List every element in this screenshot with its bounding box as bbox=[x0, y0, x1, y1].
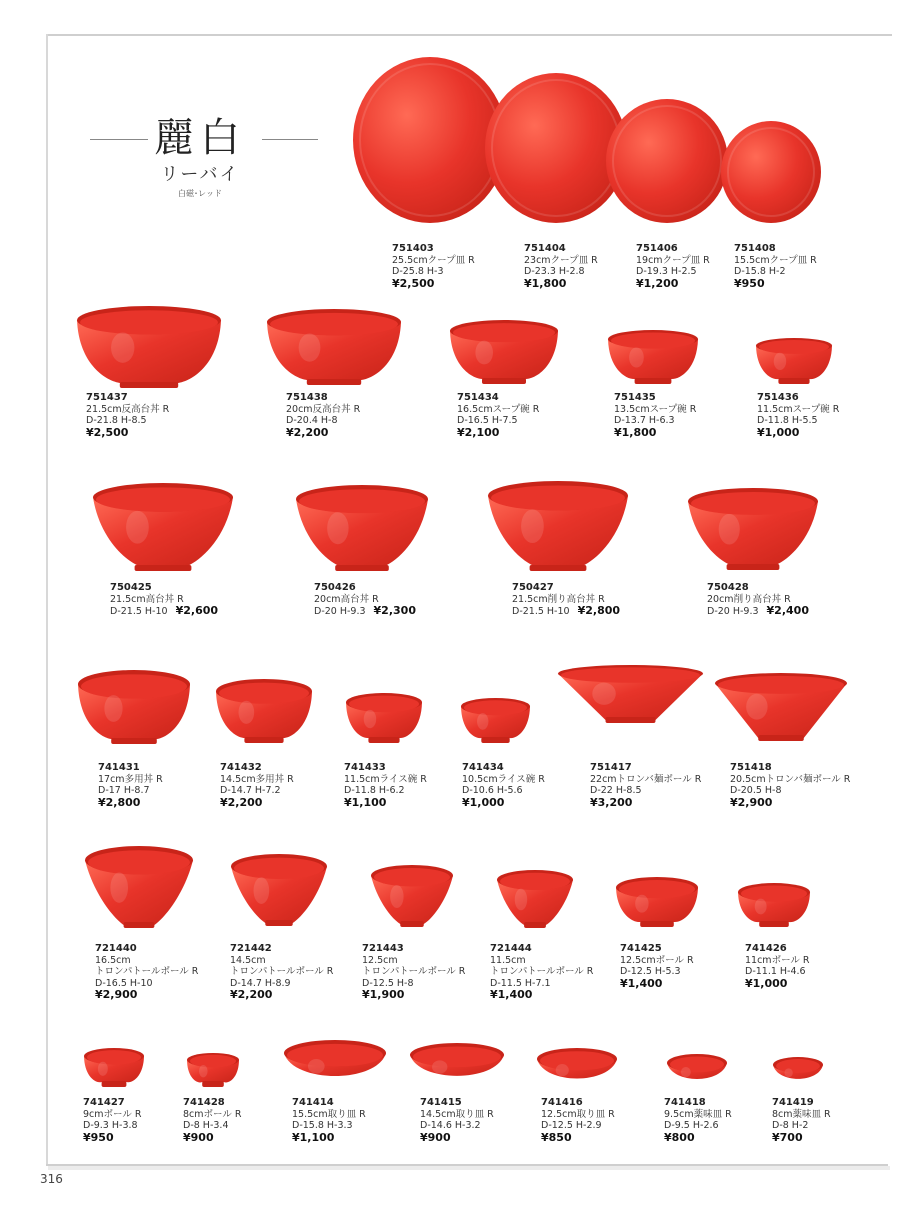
product-dims: D-22 H-8.5 bbox=[590, 785, 642, 796]
product-dims: D-25.8 H-3 bbox=[392, 266, 444, 277]
product-price: ¥1,100 bbox=[292, 1130, 335, 1144]
product-code: 751438 bbox=[286, 392, 328, 403]
product-code: 751406 bbox=[636, 243, 678, 254]
product-price: ¥2,500 bbox=[86, 425, 129, 439]
product-info bbox=[286, 392, 360, 438]
product-info bbox=[314, 582, 416, 618]
product-info bbox=[541, 1097, 615, 1143]
product-image bbox=[755, 337, 833, 385]
product-info bbox=[772, 1097, 831, 1143]
product-price: ¥2,800 bbox=[98, 795, 141, 809]
product-name: 17cm多用丼 R bbox=[98, 773, 163, 785]
product-name: 20.5cmトロンバ麺ボール R bbox=[730, 773, 851, 785]
product-dims: D-15.8 H-2 bbox=[734, 266, 786, 277]
product-info bbox=[230, 943, 333, 1001]
product-dims: D-11.1 H-4.6 bbox=[745, 966, 806, 977]
product-code: 750426 bbox=[314, 582, 356, 593]
product-dims: D-8 H-3.4 bbox=[183, 1120, 229, 1131]
product-price: ¥2,800 bbox=[577, 604, 621, 617]
product-code: 741416 bbox=[541, 1097, 583, 1108]
frame-top-border bbox=[46, 34, 892, 36]
product-image bbox=[283, 1039, 387, 1086]
product-dims: D-11.5 H-7.1 bbox=[490, 977, 551, 989]
product-image bbox=[687, 487, 819, 571]
product-dims: D-12.5 H-5.3 bbox=[620, 966, 681, 977]
product-image bbox=[230, 853, 328, 927]
product-price: ¥1,000 bbox=[745, 976, 788, 990]
product-dims-price-row bbox=[110, 605, 218, 618]
product-name: 22cmトロンバ麺ボール R bbox=[590, 773, 702, 785]
product-price: ¥2,900 bbox=[730, 795, 773, 809]
product-dims: D-21.5 H-10 bbox=[512, 606, 570, 617]
frame-left-border bbox=[46, 34, 48, 1166]
product-name: 11cmボール R bbox=[745, 954, 810, 966]
product-dims-price-row bbox=[314, 605, 416, 618]
product-name: 9cmボール R bbox=[83, 1108, 142, 1120]
product-info bbox=[757, 392, 839, 438]
product-dims: D-10.6 H-5.6 bbox=[462, 785, 523, 796]
product-name: 16.5cmスープ碗 R bbox=[457, 403, 540, 415]
product-image bbox=[720, 120, 822, 224]
product-code: 721440 bbox=[95, 943, 137, 954]
series-title: 麗白 bbox=[154, 115, 246, 161]
product-price: ¥1,000 bbox=[462, 795, 505, 809]
product-size: 14.5cm bbox=[230, 954, 266, 966]
product-name: 12.5cm取り皿 R bbox=[541, 1108, 615, 1120]
product-price: ¥1,900 bbox=[362, 988, 405, 1001]
product-name: 14.5cm多用丼 R bbox=[220, 773, 294, 785]
product-image bbox=[84, 845, 194, 929]
product-code: 750428 bbox=[707, 582, 749, 593]
product-dims: D-14.7 H-8.9 bbox=[230, 977, 291, 989]
product-code: 741434 bbox=[462, 762, 504, 773]
product-price: ¥2,100 bbox=[457, 425, 500, 439]
product-code: 741419 bbox=[772, 1097, 814, 1108]
product-name: 21.5cm反高台丼 R bbox=[86, 403, 170, 415]
product-info bbox=[614, 392, 696, 438]
product-dims: D-20 H-9.3 bbox=[707, 606, 759, 617]
product-image bbox=[714, 672, 848, 742]
product-name: 20cm高台丼 R bbox=[314, 593, 379, 605]
product-name: 20cm削り高台丼 R bbox=[707, 593, 791, 605]
product-dims: D-21.5 H-10 bbox=[110, 606, 168, 617]
product-image bbox=[496, 869, 574, 929]
product-info bbox=[490, 943, 593, 1001]
product-info bbox=[734, 243, 817, 289]
product-image bbox=[557, 664, 704, 724]
product-dims: D-17 H-8.7 bbox=[98, 785, 150, 796]
product-price: ¥1,200 bbox=[636, 276, 679, 290]
page-number: 316 bbox=[40, 1172, 63, 1186]
product-name: 9.5cm薬味皿 R bbox=[664, 1108, 732, 1120]
product-info bbox=[392, 243, 475, 289]
product-dims: D-16.5 H-10 bbox=[95, 977, 153, 989]
product-info bbox=[110, 582, 218, 618]
product-price: ¥2,600 bbox=[175, 604, 219, 617]
product-code: 741425 bbox=[620, 943, 662, 954]
product-info bbox=[512, 582, 620, 618]
product-code: 721443 bbox=[362, 943, 404, 954]
product-name: トロンパトールボール R bbox=[95, 966, 199, 977]
product-image bbox=[370, 864, 454, 928]
product-dims: D-19.3 H-2.5 bbox=[636, 266, 697, 277]
product-code: 751408 bbox=[734, 243, 776, 254]
product-code: 751403 bbox=[392, 243, 434, 254]
product-image bbox=[449, 319, 559, 385]
product-image bbox=[666, 1053, 728, 1086]
product-size: 11.5cm bbox=[490, 954, 526, 966]
product-dims: D-20 H-9.3 bbox=[314, 606, 366, 617]
product-name: 23cmクープ皿 R bbox=[524, 254, 598, 266]
product-price: ¥1,400 bbox=[490, 988, 533, 1001]
product-code: 741433 bbox=[344, 762, 386, 773]
product-image bbox=[615, 876, 699, 928]
product-price: ¥2,200 bbox=[230, 988, 273, 1001]
product-info bbox=[183, 1097, 241, 1143]
product-price: ¥700 bbox=[772, 1130, 803, 1144]
product-info bbox=[707, 582, 809, 618]
product-image bbox=[345, 692, 423, 744]
product-code: 751417 bbox=[590, 762, 632, 773]
product-name: 19cmクープ皿 R bbox=[636, 254, 710, 266]
product-dims: D-14.7 H-7.2 bbox=[220, 785, 281, 796]
product-dims: D-12.5 H-8 bbox=[362, 977, 414, 989]
product-price: ¥1,100 bbox=[344, 795, 387, 809]
product-price: ¥850 bbox=[541, 1130, 572, 1144]
product-info bbox=[730, 762, 850, 808]
product-dims: D-14.6 H-3.2 bbox=[420, 1120, 481, 1131]
product-dims: D-9.3 H-3.8 bbox=[83, 1120, 138, 1131]
product-dims: D-16.5 H-7.5 bbox=[457, 415, 518, 426]
product-name: 11.5cmスープ碗 R bbox=[757, 403, 840, 415]
product-code: 751435 bbox=[614, 392, 656, 403]
product-name: 15.5cm取り皿 R bbox=[292, 1108, 366, 1120]
product-code: 751418 bbox=[730, 762, 772, 773]
product-image bbox=[536, 1047, 618, 1087]
product-image bbox=[186, 1052, 240, 1088]
product-image bbox=[487, 480, 629, 572]
product-image bbox=[772, 1056, 824, 1085]
product-image bbox=[215, 678, 313, 744]
product-image bbox=[737, 882, 811, 928]
product-name: 11.5cmライス碗 R bbox=[344, 773, 427, 785]
product-price: ¥2,300 bbox=[373, 604, 416, 617]
product-price: ¥950 bbox=[83, 1130, 114, 1144]
product-name: 12.5cmボール R bbox=[620, 954, 694, 966]
product-dims: D-21.8 H-8.5 bbox=[86, 415, 147, 426]
product-price: ¥1,000 bbox=[757, 425, 800, 439]
product-info bbox=[620, 943, 694, 989]
product-name: トロンパトールボール R bbox=[230, 966, 334, 977]
product-name: 8cm薬味皿 R bbox=[772, 1108, 831, 1120]
product-image bbox=[607, 329, 699, 385]
product-size: 12.5cm bbox=[362, 954, 398, 966]
product-dims: D-8 H-2 bbox=[772, 1120, 809, 1131]
product-price: ¥1,800 bbox=[614, 425, 657, 439]
product-price: ¥1,800 bbox=[524, 276, 567, 290]
product-size: 16.5cm bbox=[95, 954, 131, 966]
product-price: ¥800 bbox=[664, 1130, 695, 1144]
product-name: 21.5cm削り高台丼 R bbox=[512, 593, 605, 605]
product-code: 741418 bbox=[664, 1097, 706, 1108]
product-price: ¥2,200 bbox=[286, 425, 329, 439]
product-info bbox=[98, 762, 163, 808]
product-price: ¥900 bbox=[183, 1130, 214, 1144]
product-image bbox=[76, 305, 222, 389]
product-dims: D-12.5 H-2.9 bbox=[541, 1120, 602, 1131]
product-info bbox=[462, 762, 545, 808]
product-code: 741432 bbox=[220, 762, 262, 773]
product-info bbox=[95, 943, 198, 1001]
product-image bbox=[83, 1047, 145, 1088]
product-code: 750425 bbox=[110, 582, 152, 593]
product-name: トロンパトールボール R bbox=[490, 966, 594, 977]
product-name: トロンパトールボール R bbox=[362, 966, 466, 977]
series-material: 白磁･レッド bbox=[178, 189, 222, 198]
product-info bbox=[636, 243, 710, 289]
product-code: 721444 bbox=[490, 943, 532, 954]
product-info bbox=[524, 243, 598, 289]
product-name: 25.5cmクープ皿 R bbox=[392, 254, 475, 266]
product-code: 751434 bbox=[457, 392, 499, 403]
product-info bbox=[86, 392, 169, 438]
product-dims: D-11.8 H-6.2 bbox=[344, 785, 405, 796]
product-image bbox=[295, 484, 429, 572]
product-name: 14.5cm取り皿 R bbox=[420, 1108, 494, 1120]
series-reading: リーバイ bbox=[160, 164, 240, 185]
product-name: 8cmボール R bbox=[183, 1108, 242, 1120]
product-info bbox=[344, 762, 427, 808]
product-image bbox=[77, 669, 191, 745]
product-dims: D-23.3 H-2.8 bbox=[524, 266, 585, 277]
product-code: 741427 bbox=[83, 1097, 125, 1108]
product-dims: D-9.5 H-2.6 bbox=[664, 1120, 719, 1131]
product-info bbox=[664, 1097, 732, 1143]
product-code: 741415 bbox=[420, 1097, 462, 1108]
product-code: 741431 bbox=[98, 762, 140, 773]
product-image bbox=[605, 98, 729, 224]
product-name: 10.5cmライス碗 R bbox=[462, 773, 545, 785]
product-price: ¥1,400 bbox=[620, 976, 663, 990]
product-code: 741426 bbox=[745, 943, 787, 954]
product-info bbox=[590, 762, 701, 808]
title-rule-right bbox=[262, 139, 318, 140]
product-dims: D-15.8 H-3.3 bbox=[292, 1120, 353, 1131]
frame-shadow bbox=[48, 1166, 890, 1170]
product-name: 13.5cmスープ碗 R bbox=[614, 403, 697, 415]
product-name: 15.5cmクープ皿 R bbox=[734, 254, 817, 266]
product-dims: D-20.4 H-8 bbox=[286, 415, 338, 426]
product-image bbox=[460, 697, 531, 744]
product-info bbox=[292, 1097, 366, 1143]
product-dims-price-row bbox=[707, 605, 809, 618]
product-price: ¥2,200 bbox=[220, 795, 263, 809]
product-code: 750427 bbox=[512, 582, 554, 593]
product-price: ¥950 bbox=[734, 276, 765, 290]
product-info bbox=[83, 1097, 141, 1143]
product-dims: D-11.8 H-5.5 bbox=[757, 415, 818, 426]
product-image bbox=[409, 1042, 505, 1085]
product-price: ¥900 bbox=[420, 1130, 451, 1144]
product-price: ¥2,400 bbox=[766, 604, 809, 617]
product-price: ¥2,900 bbox=[95, 988, 138, 1001]
product-dims: D-13.7 H-6.3 bbox=[614, 415, 675, 426]
product-name: 21.5cm高台丼 R bbox=[110, 593, 184, 605]
product-info bbox=[362, 943, 465, 1001]
title-rule-left bbox=[90, 139, 148, 140]
product-code: 741414 bbox=[292, 1097, 334, 1108]
product-image bbox=[92, 482, 234, 572]
product-dims-price-row bbox=[512, 605, 620, 618]
product-price: ¥3,200 bbox=[590, 795, 633, 809]
product-info bbox=[457, 392, 539, 438]
product-info bbox=[220, 762, 294, 808]
product-info bbox=[745, 943, 810, 989]
product-info bbox=[420, 1097, 494, 1143]
product-code: 741428 bbox=[183, 1097, 225, 1108]
product-price: ¥2,500 bbox=[392, 276, 435, 290]
product-image bbox=[266, 308, 402, 386]
product-name: 20cm反高台丼 R bbox=[286, 403, 361, 415]
product-code: 751404 bbox=[524, 243, 566, 254]
product-dims: D-20.5 H-8 bbox=[730, 785, 782, 796]
product-code: 751437 bbox=[86, 392, 128, 403]
product-code: 751436 bbox=[757, 392, 799, 403]
product-code: 721442 bbox=[230, 943, 272, 954]
